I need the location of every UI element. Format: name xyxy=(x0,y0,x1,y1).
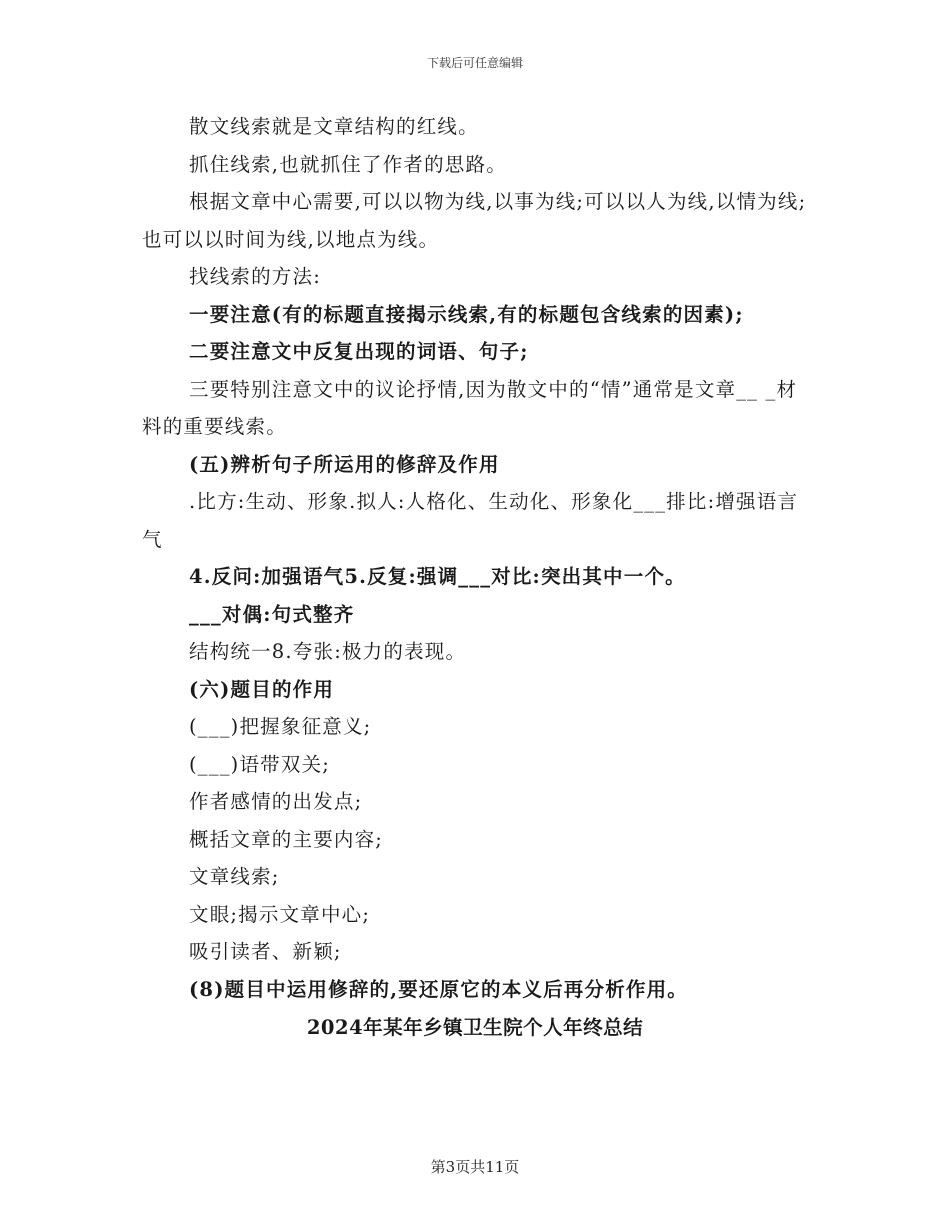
list-item: 作者感情的出发点; xyxy=(189,790,363,813)
section-heading: (六)题目的作用 xyxy=(189,677,335,701)
paragraph-bold: ___对偶:句式整齐 xyxy=(189,602,355,626)
list-item: 吸引读者、新颖; xyxy=(189,940,342,963)
paragraph: 根据文章中心需要,可以以物为线,以事为线;可以以人为线,以情为线;也可以以时间为线,以地点为线。 xyxy=(142,190,807,251)
paragraph: 结构统一8.夸张:极力的表现。 xyxy=(189,640,467,663)
paragraph-bold: 一要注意(有的标题直接揭示线索,有的标题包含线索的因素); xyxy=(189,302,744,326)
list-item: 概括文章的主要内容; xyxy=(189,827,384,851)
list-item: 文章线索; xyxy=(189,865,280,888)
next-document-title: 2024年某年乡镇卫生院个人年终总结 xyxy=(306,1016,644,1039)
paragraph: 抓住线索,也就抓住了作者的思路。 xyxy=(189,152,507,176)
paragraph: 散文线索就是文章结构的红线。 xyxy=(189,115,479,138)
list-item: (___)把握象征意义; xyxy=(189,715,372,738)
page-footer: 第3页共11页 xyxy=(430,1158,520,1176)
paragraph-bold: 二要注意文中反复出现的词语、句子; xyxy=(189,340,529,363)
list-item: (___)语带双关; xyxy=(189,752,331,776)
list-item: 文眼;揭示文章中心; xyxy=(189,902,371,926)
page-header: 下载后可任意编辑 xyxy=(426,56,523,70)
paragraph-bold: (8)题目中运用修辞的,要还原它的本义后再分析作用。 xyxy=(189,977,689,1001)
section-heading: (五)辨析句子所运用的修辞及作用 xyxy=(189,452,500,476)
paragraph: 找线索的方法: xyxy=(189,265,321,288)
document-body xyxy=(142,108,810,1008)
paragraph: .比方:生动、形象.拟人:人格化、生动化、形象化___排比:增强语言气 xyxy=(142,490,799,551)
paragraph: 三要特别注意文中的议论抒情,因为散文中的“情”通常是文章__ _材料的重要线索。 xyxy=(142,377,798,438)
paragraph-bold: 4.反问:加强语气5.反复:强调___对比:突出其中一个。 xyxy=(189,565,686,588)
